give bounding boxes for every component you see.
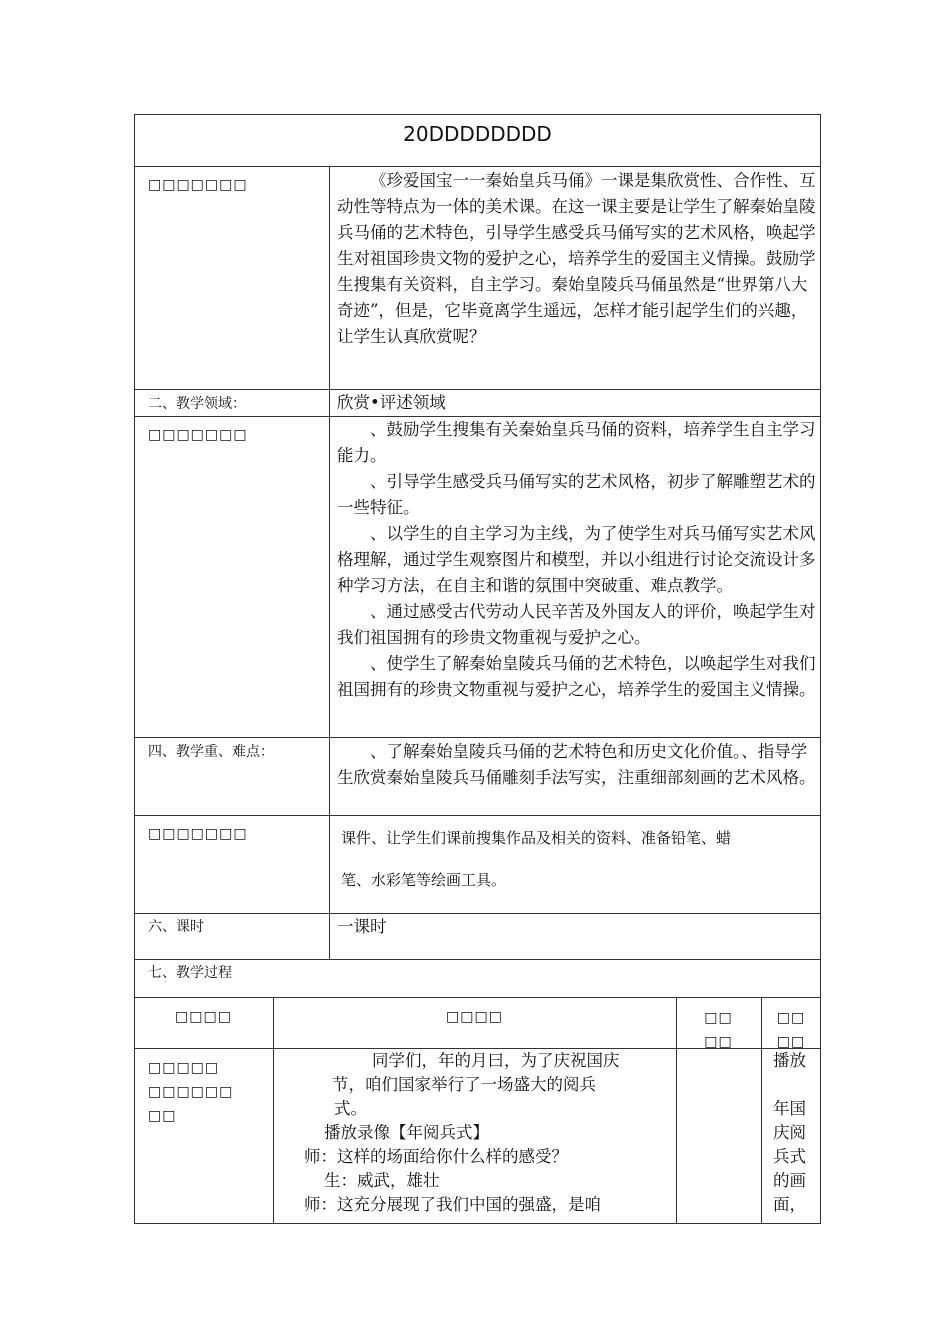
- media-line: [773, 1073, 819, 1097]
- objective-item: 、以学生的自主学习为主线，为了使学生对兵马俑写实艺术风格理解，通过学生观察图片和模型，并以小组进行讨论交流设计多种学习方法，在自主和谐的氛围中突破重、难点教学。: [337, 524, 816, 595]
- row-divider: [134, 997, 821, 998]
- preparation-label: □□□□□□□: [148, 826, 248, 842]
- content-line: 生：威武，雄壮: [324, 1171, 440, 1190]
- hours-text: [337, 914, 817, 940]
- row-divider: [134, 737, 821, 738]
- media-line: 年国: [773, 1099, 806, 1118]
- objective-item: 、鼓励学生搜集有关秦始皇兵马俑的资料，培养学生自主学习能力。: [337, 420, 816, 465]
- process-content: [280, 1049, 672, 1217]
- content-line: 师：这充分展现了我们中国的强盛，是咱: [304, 1195, 601, 1214]
- analysis-label: □□□□□□□: [148, 177, 248, 193]
- preparation-text: [341, 817, 817, 901]
- objectives-text: [337, 417, 817, 703]
- objectives-label: □□□□□□□: [148, 427, 248, 443]
- column-divider: [329, 166, 330, 959]
- stage-line: □□□□□: [148, 1060, 220, 1076]
- preparation-line: 课件、让学生们课前搜集作品及相关的资料、准备铅笔、蜡: [341, 829, 732, 847]
- hours-value: 一课时: [337, 917, 387, 936]
- process-header-col4: □□ □□: [776, 1010, 806, 1050]
- media-line: 播放: [773, 1051, 806, 1070]
- process-stage: [148, 1056, 233, 1128]
- content-line: 播放录像【年阅兵式】: [324, 1123, 489, 1142]
- analysis-text: [337, 168, 817, 350]
- media-line: 面，: [773, 1195, 806, 1214]
- content-line: 师：这样的场面给你什么样的感受？: [304, 1147, 568, 1166]
- media-line: 兵式: [773, 1147, 806, 1166]
- domain-text: [337, 390, 817, 416]
- stage-line: □□: [148, 1108, 177, 1124]
- domain-label: 二、教学领域：: [148, 396, 246, 412]
- analysis-paragraph: 《珍爱国宝一一秦始皇兵马俑》一课是集欣赏性、合作性、互动性等特点为一体的美术课。在这一课主要是让学生了解秦始皇陵兵马俑的艺术特色，引导学生感受兵马俑写实的艺术风格，唤起学生对祖国珍贵文物的爱护之心，培养学生的爱国主义情操。鼓励学生搜集有关资料，自主学习。秦始皇陵兵马俑虽然是“世界第八大奇迹”，但是，它毕竟离学生遥远，怎样才能引起学生们的兴趣，让学生认真欣赏呢？: [337, 171, 816, 346]
- row-divider: [134, 166, 821, 167]
- objective-item: 、使学生了解秦始皇陵兵马俑的艺术特色，以唤起学生对我们祖国拥有的珍贵文物重视与爱护之心，培养学生的爱国主义情操。: [337, 654, 816, 699]
- process-header-content: □□□□: [446, 1009, 503, 1025]
- domain-value: 欣赏•评述领域: [337, 393, 446, 412]
- media-line: 的画: [773, 1171, 806, 1190]
- content-line: 式。: [334, 1099, 367, 1118]
- row-divider: [134, 815, 821, 816]
- media-line: 庆阅: [773, 1123, 806, 1142]
- stage-line: □□□□□□: [148, 1084, 234, 1100]
- process-media: [773, 1049, 819, 1217]
- hours-label: 六、课时: [148, 919, 204, 935]
- objective-item: 、引导学生感受兵马俑写实的艺术风格，初步了解雕塑艺术的一些特征。: [337, 472, 816, 517]
- key-points-label: 四、教学重、难点：: [148, 744, 274, 760]
- content-line: 同学们，年的月曰，为了庆祝国庆: [372, 1051, 620, 1070]
- key-points-text: [337, 739, 817, 791]
- objective-item: 、通过感受古代劳动人民辛苦及外国友人的评价，唤起学生对我们祖国拥有的珍贵文物重视与爱护之心。: [337, 602, 816, 647]
- column-divider: [273, 997, 274, 1224]
- process-header-col3: □□ □□: [704, 1010, 733, 1050]
- process-label: 七、教学过程: [148, 965, 232, 981]
- key-points-paragraph: 、了解秦始皇陵兵马俑的艺术特色和历史文化价值。、指导学生欣赏秦始皇陵兵马俑雕刻手法写实，注重细部刻画的艺术风格。: [337, 742, 816, 787]
- page-title: 20DDDDDDDD: [403, 122, 552, 146]
- preparation-line: 笔、水彩笔等绘画工具。: [341, 871, 507, 889]
- process-header-stage: □□□□: [175, 1009, 232, 1025]
- row-divider: [134, 959, 821, 960]
- content-line: 节，咱们国家举行了一场盛大的阅兵: [332, 1075, 596, 1094]
